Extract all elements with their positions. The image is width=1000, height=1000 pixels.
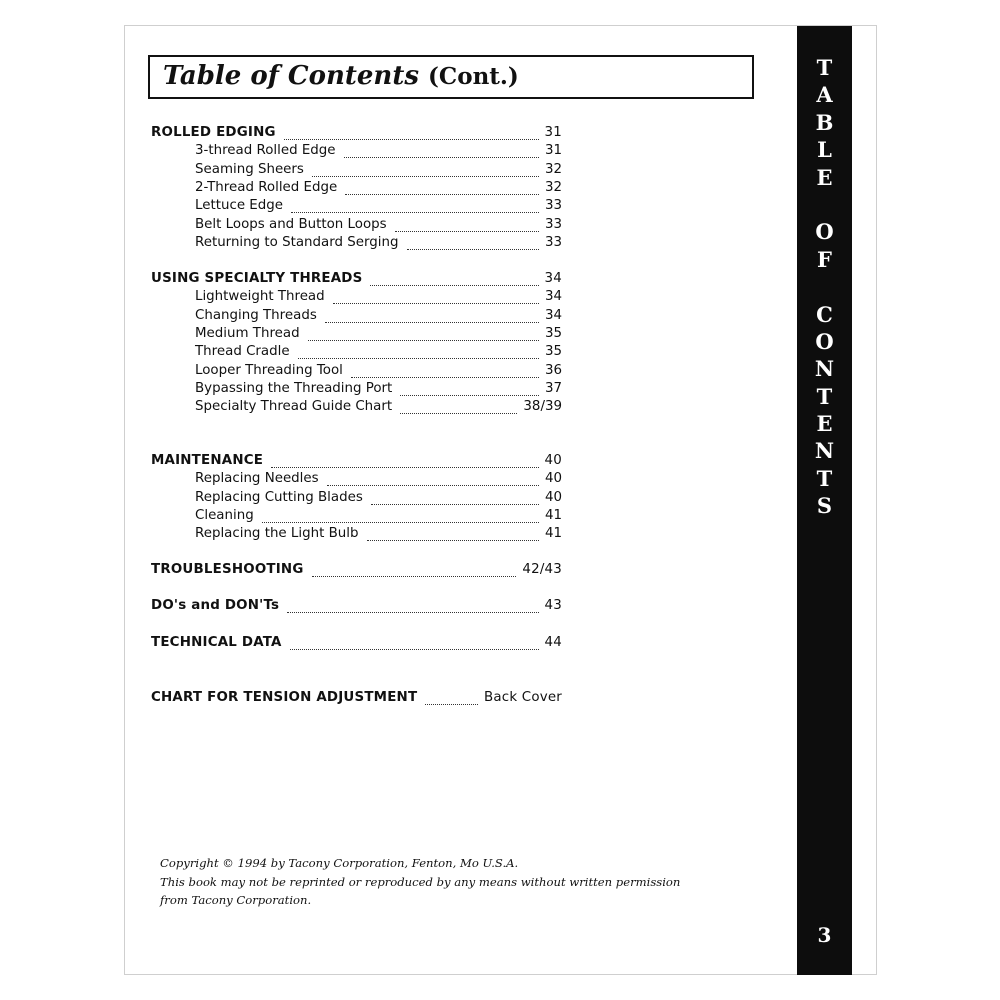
toc-page-number: 44 <box>544 635 562 650</box>
toc-page-number: 35 <box>544 325 562 341</box>
side-tab-letter: O <box>815 219 834 245</box>
toc-entry-label: Cleaning <box>195 507 254 523</box>
toc-entry-label: Changing Threads <box>195 307 317 323</box>
toc-page-number: 34 <box>544 271 562 286</box>
toc-page-number: 41 <box>544 526 562 542</box>
toc-page-number: 41 <box>544 507 562 523</box>
toc-page-number: 33 <box>544 216 562 232</box>
side-tab-letter: C <box>816 301 833 327</box>
toc-leader-dots <box>325 321 539 323</box>
toc-heading-label: MAINTENANCE <box>151 453 264 468</box>
toc-entry-label: Lettuce Edge <box>195 198 284 214</box>
toc-entry <box>195 471 562 489</box>
copyright-line: This book may not be reprinted or reproduced by any means without written permission <box>160 874 681 889</box>
toc-page-number: 37 <box>544 380 562 396</box>
toc-leader-dots <box>287 611 538 613</box>
toc-entry-label: Replacing Needles <box>195 471 319 487</box>
toc-leader-dots <box>370 284 538 286</box>
toc-heading-label: ROLLED EDGING <box>151 125 276 140</box>
page-title: Table of Contents (Cont.) <box>163 61 519 91</box>
toc-page-number: 40 <box>544 471 562 487</box>
side-tab-letter: A <box>816 82 833 108</box>
toc-leader-dots <box>271 466 538 468</box>
side-tab-letter: E <box>816 411 833 437</box>
toc-page-number: 34 <box>544 289 562 305</box>
toc-leader-dots <box>327 484 539 486</box>
side-tab-letter: N <box>814 356 835 382</box>
side-tab-letter: S <box>816 493 833 519</box>
toc-page-number: 43 <box>544 598 562 613</box>
toc-page-number: 31 <box>544 125 562 140</box>
toc-entry-label: Returning to Standard Serging <box>195 234 399 250</box>
toc-entry-label: Looper Threading Tool <box>195 362 343 378</box>
copyright-notice <box>160 854 680 910</box>
toc-leader-dots <box>400 412 517 414</box>
toc-heading-label: TECHNICAL DATA <box>151 635 282 650</box>
toc-page-number: 40 <box>544 489 562 505</box>
side-tab-letter: T <box>816 465 833 491</box>
toc-leader-dots <box>298 357 539 359</box>
toc-entry <box>195 162 562 180</box>
side-tab-letter: N <box>814 438 835 464</box>
side-tab-letter <box>797 191 852 218</box>
toc-page-number: 36 <box>544 362 562 378</box>
toc-leader-dots <box>395 230 539 232</box>
toc-entry <box>195 143 562 161</box>
toc-leader-dots <box>291 211 539 213</box>
toc-leader-dots <box>344 156 539 158</box>
side-tab-vertical-title <box>797 54 852 520</box>
toc-entry <box>195 217 562 235</box>
toc-entry-label: 3-thread Rolled Edge <box>195 143 336 159</box>
toc-page-number: 40 <box>544 453 562 468</box>
toc-entry <box>195 526 562 544</box>
side-tab-letter: T <box>816 55 833 80</box>
toc-entry <box>195 235 562 253</box>
toc-entry-label: Replacing the Light Bulb <box>195 526 359 542</box>
toc-entry <box>195 289 562 307</box>
toc-leader-dots <box>308 339 539 341</box>
toc-section-heading <box>151 690 562 708</box>
toc-page-number: 32 <box>544 179 562 195</box>
toc-section-heading <box>151 271 562 289</box>
toc-leader-dots <box>284 138 539 140</box>
toc-entry <box>195 490 562 508</box>
side-tab-letter: L <box>817 137 832 163</box>
toc-entry-label: Seaming Sheers <box>195 161 304 177</box>
toc-leader-dots <box>425 703 478 705</box>
toc-leader-dots <box>407 248 539 250</box>
side-tab-letter: B <box>815 109 834 135</box>
toc-entry <box>195 344 562 362</box>
side-tab-letter: T <box>816 383 833 409</box>
toc-entry-label: Lightweight Thread <box>195 289 325 305</box>
toc-page-number: 32 <box>544 161 562 177</box>
toc-entry-label: Medium Thread <box>195 325 300 341</box>
toc-page-number: 33 <box>544 234 562 250</box>
toc-page-number: 38/39 <box>523 399 562 415</box>
toc-entry-label: Bypassing the Threading Port <box>195 380 393 396</box>
toc-leader-dots <box>262 521 539 523</box>
toc-page-number: 31 <box>544 143 562 159</box>
side-tab <box>797 26 852 975</box>
side-tab-letter <box>797 273 852 300</box>
side-tab-letter: O <box>815 328 834 354</box>
copyright-line: from Tacony Corporation. <box>160 893 312 907</box>
toc-entry-label: Specialty Thread Guide Chart <box>195 399 393 415</box>
toc-heading-label: USING SPECIALTY THREADS <box>151 271 363 286</box>
toc-section-heading <box>151 453 562 471</box>
page-number: 3 <box>817 923 832 947</box>
toc-leader-dots <box>345 193 539 195</box>
toc-leader-dots <box>367 539 539 541</box>
page-title-cont: (Cont.) <box>428 63 519 90</box>
toc-heading-label: CHART FOR TENSION ADJUSTMENT <box>151 690 418 705</box>
side-tab-letter: E <box>816 164 833 190</box>
toc-section-heading <box>151 562 562 580</box>
toc-entry <box>195 180 562 198</box>
toc-heading-label: TROUBLESHOOTING <box>151 562 304 577</box>
page-title-box <box>148 55 754 99</box>
toc-page-number: 42/43 <box>522 562 562 577</box>
toc-leader-dots <box>371 503 539 505</box>
toc-page-number: Back Cover <box>484 690 562 705</box>
toc-leader-dots <box>290 648 539 650</box>
toc-entry <box>195 363 562 381</box>
toc-entry <box>195 308 562 326</box>
toc-page-number: 34 <box>544 307 562 323</box>
toc-section-heading <box>151 598 562 616</box>
toc-leader-dots <box>312 575 517 577</box>
toc-leader-dots <box>333 302 539 304</box>
toc-entry <box>195 399 562 417</box>
toc-heading-label: DO's and DON'Ts <box>151 598 280 613</box>
side-tab-letter: F <box>817 246 832 272</box>
toc-section-heading <box>151 635 562 653</box>
toc-section-heading <box>151 125 562 143</box>
toc-page-number: 33 <box>544 198 562 214</box>
toc-page-number: 35 <box>544 344 562 360</box>
copyright-line: Copyright © 1994 by Tacony Corporation, Fenton, Mo U.S.A. <box>160 856 519 870</box>
toc-leader-dots <box>312 175 539 177</box>
toc-entry <box>195 508 562 526</box>
toc-leader-dots <box>400 394 539 396</box>
toc-entry-label: Belt Loops and Button Loops <box>195 216 387 232</box>
toc-entry <box>195 326 562 344</box>
toc-entry-label: Thread Cradle <box>195 344 290 360</box>
toc-entry-label: Replacing Cutting Blades <box>195 489 363 505</box>
toc-entry <box>195 198 562 216</box>
toc-leader-dots <box>351 376 539 378</box>
toc-entry-label: 2-Thread Rolled Edge <box>195 179 338 195</box>
toc-entry <box>195 381 562 399</box>
